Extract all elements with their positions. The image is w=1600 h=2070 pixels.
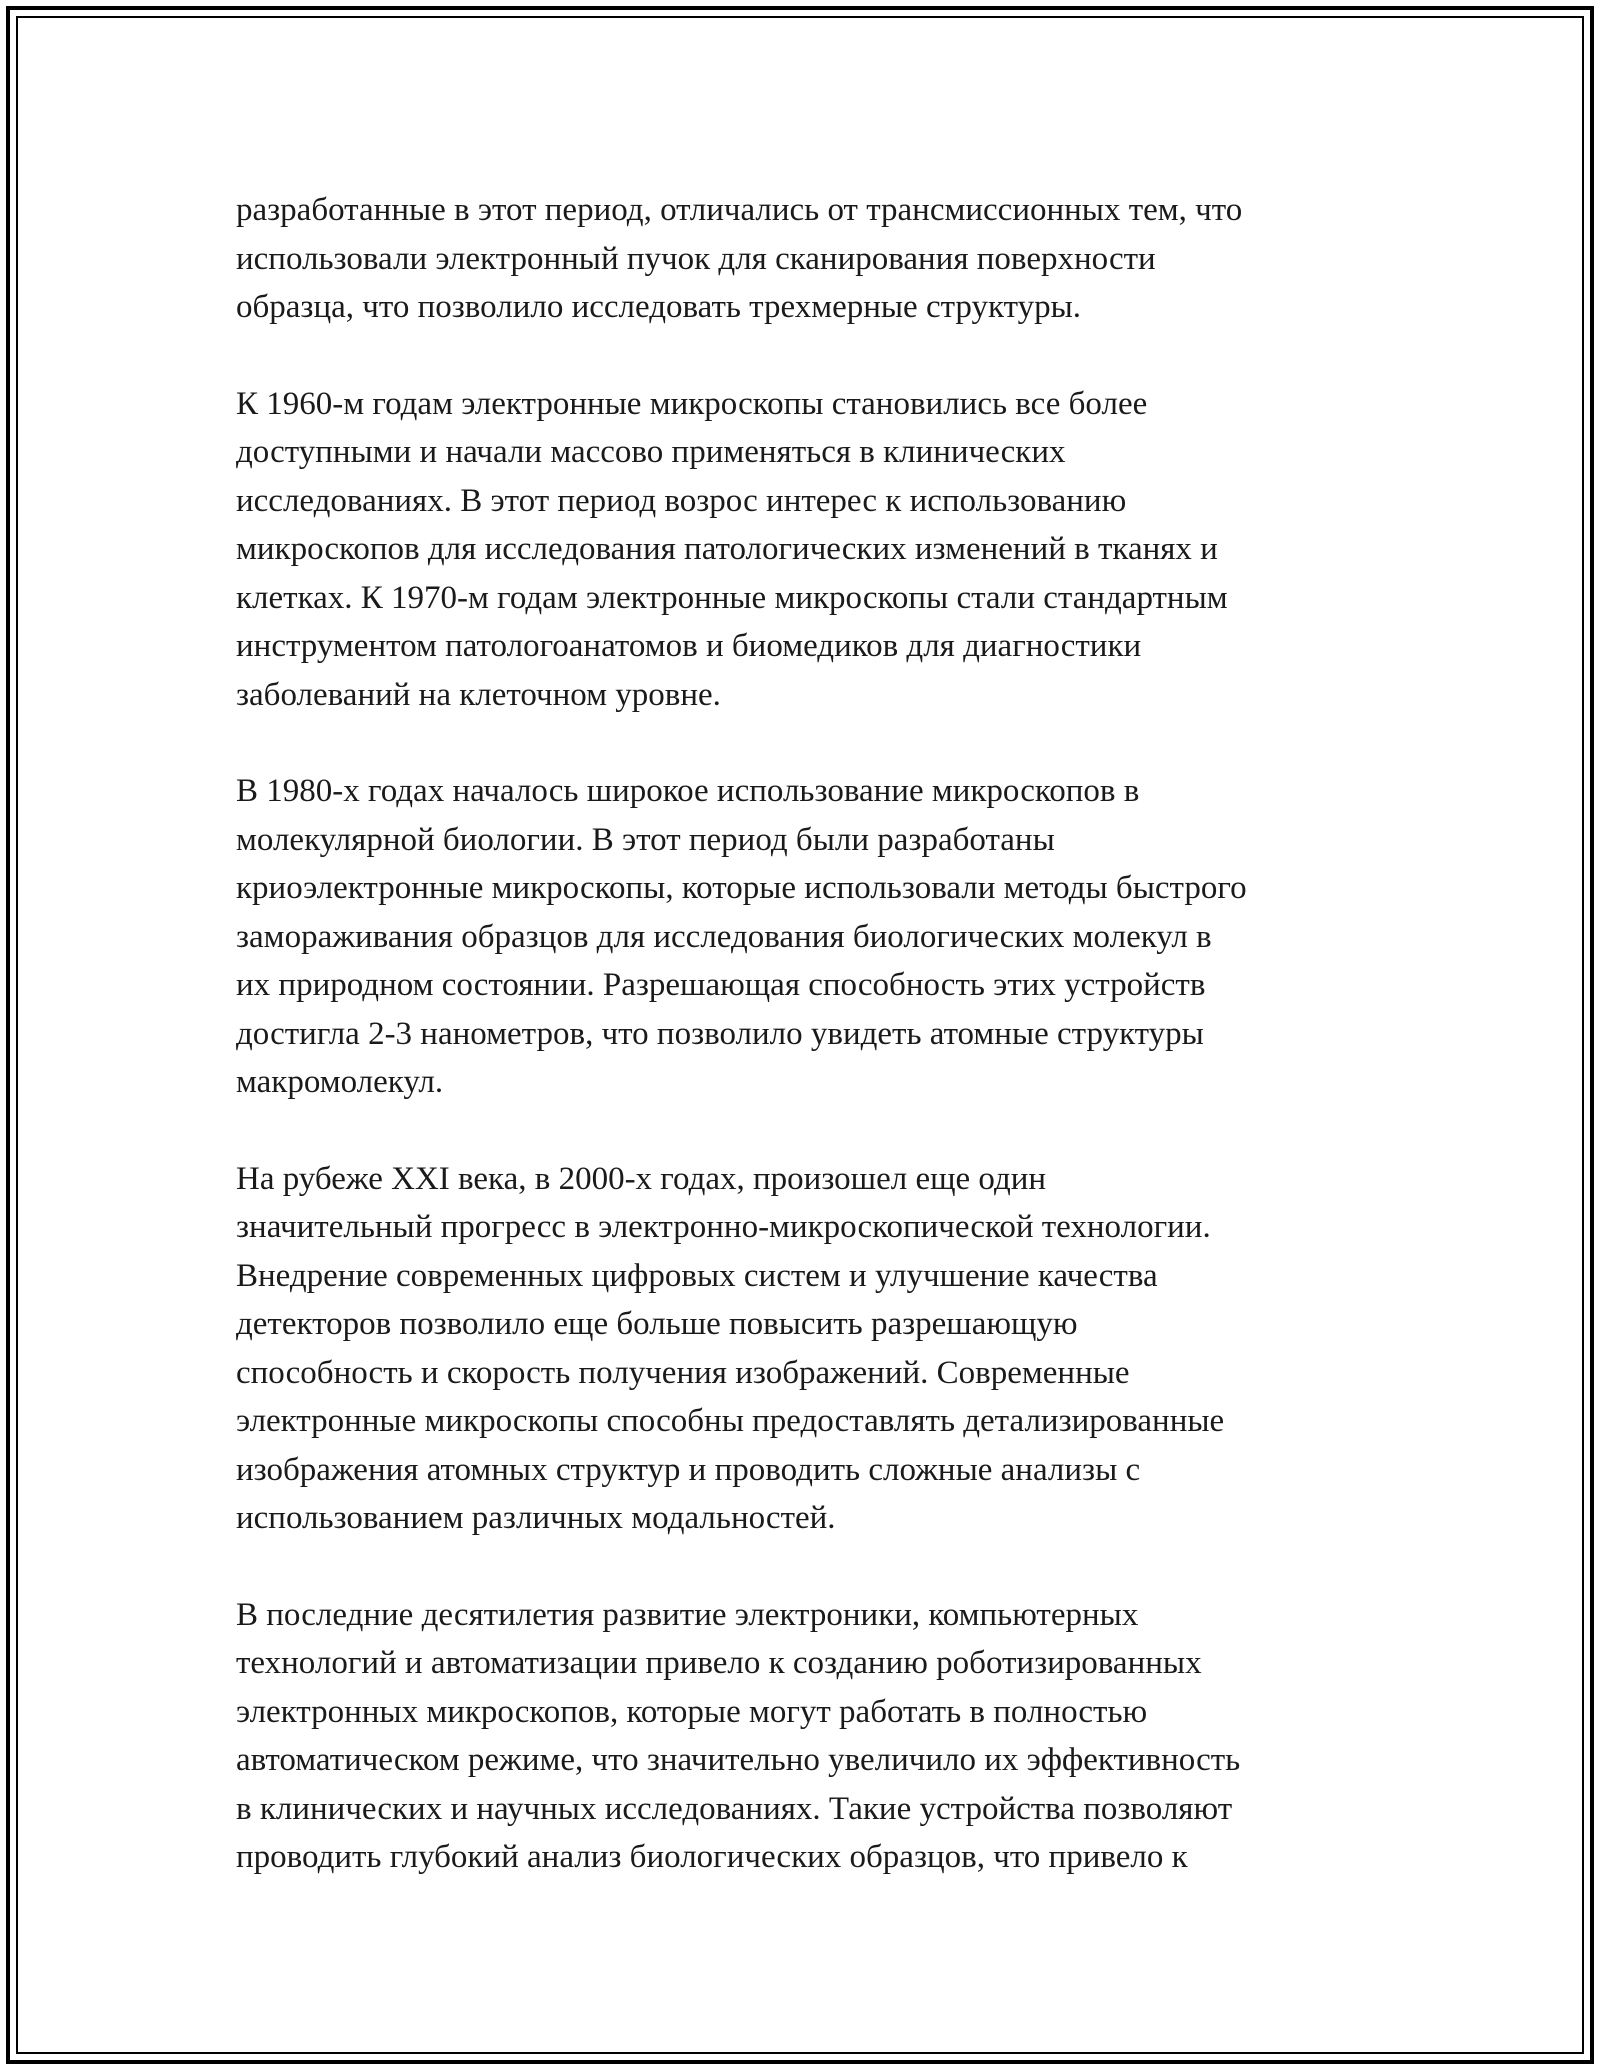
paragraph-4: На рубеже XXI века, в 2000-х годах, произошел еще один значительный прогресс в электронно-микроскопической технологии. Внедрение современных цифровых систем и улучшение качества детекторов позволило еще больше повысить разрешающую способность и скорость получения изображений. Современные электронные микроскопы способны предоставлять детализированные изображения атомных структур и проводить сложные анализы с использованием различных модальностей. [236,1160,1225,1536]
paragraph-5: В последние десятилетия развитие электроники, компьютерных технологий и автоматизации привело к созданию роботизированных электронных микроскопов, которые могут работать в полностью автоматическом режиме, что значительно увеличило их эффективность в клинических и научных исследованиях. Такие устройства позволяют проводить глубокий анализ биологических образцов, что привело к [236,1596,1241,1875]
document-body [236,186,1386,1930]
paragraph-2: К 1960-м годам электронные микроскопы становились все более доступными и начали массово применяться в клинических исследованиях. В этот период возрос интерес к использованию микроскопов для исследования патологических изменений в тканях и клетках. К 1970-м годам электронные микроскопы стали стандартным инструментом патологоанатомов и биомедиков для диагностики заболеваний на клеточном уровне. [236,385,1228,713]
paragraph-3: В 1980-х годах началось широкое использование микроскопов в молекулярной биологии. В этот период были разработаны криоэлектронные микроскопы, которые использовали методы быстрого замораживания образцов для исследования биологических молекул в их природном состоянии. Разрешающая способность этих устройств достигла 2-3 нанометров, что позволило увидеть атомные структуры макромолекул. [236,773,1247,1100]
paragraph-1: разработанные в этот период, отличались от трансмиссионных тем, что использовали электронный пучок для сканирования поверхности образца, что позволило исследовать трехмерные структуры. [236,192,1243,325]
